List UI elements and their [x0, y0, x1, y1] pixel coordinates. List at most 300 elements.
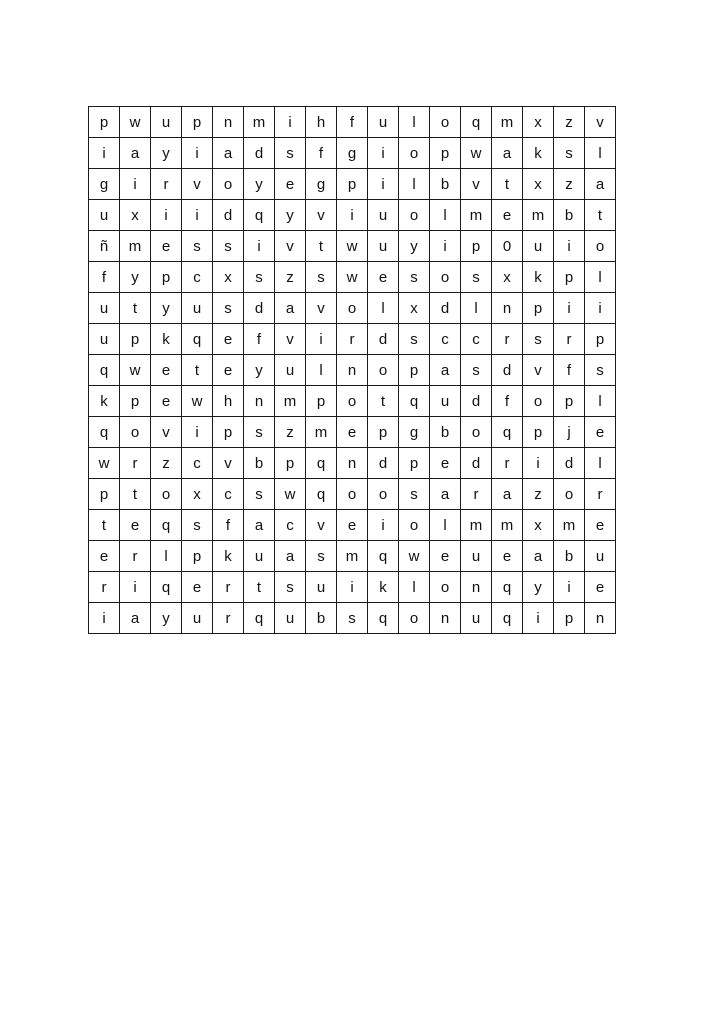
- grid-cell: w: [337, 262, 368, 293]
- grid-cell: r: [213, 603, 244, 634]
- grid-cell: e: [430, 448, 461, 479]
- grid-cell: p: [399, 355, 430, 386]
- grid-cell: x: [523, 169, 554, 200]
- grid-cell: i: [368, 138, 399, 169]
- grid-cell: u: [368, 107, 399, 138]
- grid-cell: l: [399, 107, 430, 138]
- grid-cell: w: [399, 541, 430, 572]
- grid-cell: e: [585, 572, 616, 603]
- grid-cell: w: [182, 386, 213, 417]
- grid-cell: r: [120, 448, 151, 479]
- grid-cell: q: [399, 386, 430, 417]
- grid-cell: i: [337, 572, 368, 603]
- grid-cell: w: [120, 355, 151, 386]
- grid-cell: r: [151, 169, 182, 200]
- grid-cell: g: [399, 417, 430, 448]
- grid-cell: r: [89, 572, 120, 603]
- grid-cell: o: [554, 479, 585, 510]
- grid-cell: y: [244, 169, 275, 200]
- grid-cell: u: [89, 324, 120, 355]
- grid-cell: s: [244, 262, 275, 293]
- grid-cell: o: [120, 417, 151, 448]
- grid-cell: s: [182, 231, 213, 262]
- grid-cell: n: [585, 603, 616, 634]
- grid-cell: e: [337, 417, 368, 448]
- grid-cell: l: [306, 355, 337, 386]
- grid-cell: p: [554, 262, 585, 293]
- grid-cell: u: [182, 293, 213, 324]
- grid-cell: n: [430, 603, 461, 634]
- grid-cell: d: [492, 355, 523, 386]
- grid-cell: w: [275, 479, 306, 510]
- grid-cell: o: [430, 107, 461, 138]
- grid-cell: o: [430, 572, 461, 603]
- grid-cell: u: [89, 200, 120, 231]
- grid-cell: m: [337, 541, 368, 572]
- grid-cell: c: [213, 479, 244, 510]
- grid-cell: t: [182, 355, 213, 386]
- grid-cell: n: [461, 572, 492, 603]
- grid-cell: y: [151, 293, 182, 324]
- grid-cell: w: [337, 231, 368, 262]
- grid-cell: s: [213, 231, 244, 262]
- grid-cell: o: [399, 200, 430, 231]
- grid-cell: e: [337, 510, 368, 541]
- grid-cell: q: [244, 200, 275, 231]
- grid-cell: r: [492, 448, 523, 479]
- grid-cell: i: [120, 169, 151, 200]
- grid-cell: e: [151, 386, 182, 417]
- grid-cell: e: [585, 510, 616, 541]
- grid-cell: s: [461, 262, 492, 293]
- grid-cell: e: [182, 572, 213, 603]
- grid-cell: p: [151, 262, 182, 293]
- grid-cell: x: [523, 510, 554, 541]
- grid-row: [89, 603, 616, 634]
- grid-cell: r: [461, 479, 492, 510]
- grid-cell: d: [244, 293, 275, 324]
- grid-cell: p: [430, 138, 461, 169]
- grid-cell: p: [337, 169, 368, 200]
- grid-cell: e: [89, 541, 120, 572]
- grid-cell: a: [585, 169, 616, 200]
- grid-cell: i: [554, 293, 585, 324]
- grid-cell: v: [523, 355, 554, 386]
- grid-row: [89, 138, 616, 169]
- grid-cell: p: [368, 417, 399, 448]
- grid-cell: u: [244, 541, 275, 572]
- grid-cell: e: [213, 324, 244, 355]
- grid-cell: d: [368, 448, 399, 479]
- grid-cell: m: [492, 510, 523, 541]
- grid-cell: h: [213, 386, 244, 417]
- grid-cell: a: [275, 293, 306, 324]
- grid-cell: q: [89, 355, 120, 386]
- grid-cell: s: [244, 417, 275, 448]
- grid-cell: m: [120, 231, 151, 262]
- grid-cell: l: [585, 448, 616, 479]
- grid-cell: f: [89, 262, 120, 293]
- grid-cell: l: [585, 386, 616, 417]
- grid-row: [89, 169, 616, 200]
- grid-cell: i: [554, 231, 585, 262]
- grid-row: [89, 200, 616, 231]
- grid-cell: o: [430, 262, 461, 293]
- grid-cell: q: [368, 603, 399, 634]
- grid-cell: d: [430, 293, 461, 324]
- grid-cell: z: [554, 169, 585, 200]
- grid-cell: v: [306, 510, 337, 541]
- word-search-grid-body: [89, 107, 616, 634]
- grid-cell: q: [151, 572, 182, 603]
- grid-cell: z: [523, 479, 554, 510]
- grid-cell: b: [430, 417, 461, 448]
- grid-cell: r: [337, 324, 368, 355]
- grid-cell: b: [554, 541, 585, 572]
- grid-cell: e: [151, 231, 182, 262]
- grid-cell: u: [182, 603, 213, 634]
- grid-cell: x: [213, 262, 244, 293]
- grid-cell: n: [337, 448, 368, 479]
- grid-cell: r: [213, 572, 244, 603]
- grid-cell: c: [182, 448, 213, 479]
- grid-cell: p: [554, 603, 585, 634]
- grid-cell: a: [492, 479, 523, 510]
- grid-cell: q: [461, 107, 492, 138]
- grid-cell: c: [275, 510, 306, 541]
- grid-cell: p: [182, 107, 213, 138]
- grid-cell: m: [306, 417, 337, 448]
- grid-cell: q: [306, 479, 337, 510]
- grid-cell: 0: [492, 231, 523, 262]
- grid-cell: c: [461, 324, 492, 355]
- grid-cell: a: [213, 138, 244, 169]
- grid-cell: s: [182, 510, 213, 541]
- grid-cell: r: [554, 324, 585, 355]
- grid-cell: a: [120, 138, 151, 169]
- grid-cell: s: [275, 572, 306, 603]
- grid-cell: f: [554, 355, 585, 386]
- grid-cell: a: [430, 479, 461, 510]
- grid-cell: v: [306, 200, 337, 231]
- grid-cell: p: [306, 386, 337, 417]
- grid-cell: x: [523, 107, 554, 138]
- grid-cell: u: [430, 386, 461, 417]
- grid-cell: o: [151, 479, 182, 510]
- grid-cell: y: [151, 603, 182, 634]
- grid-cell: i: [182, 138, 213, 169]
- grid-cell: u: [368, 231, 399, 262]
- grid-cell: d: [213, 200, 244, 231]
- grid-cell: z: [275, 417, 306, 448]
- grid-cell: v: [213, 448, 244, 479]
- grid-cell: e: [492, 541, 523, 572]
- grid-cell: t: [585, 200, 616, 231]
- grid-cell: o: [523, 386, 554, 417]
- grid-cell: m: [554, 510, 585, 541]
- grid-cell: ñ: [89, 231, 120, 262]
- grid-row: [89, 386, 616, 417]
- grid-cell: v: [182, 169, 213, 200]
- grid-cell: e: [120, 510, 151, 541]
- grid-cell: i: [368, 169, 399, 200]
- grid-cell: b: [430, 169, 461, 200]
- grid-cell: c: [182, 262, 213, 293]
- grid-cell: i: [89, 138, 120, 169]
- grid-cell: i: [182, 200, 213, 231]
- grid-cell: q: [89, 417, 120, 448]
- grid-cell: o: [399, 510, 430, 541]
- grid-cell: u: [523, 231, 554, 262]
- grid-cell: n: [213, 107, 244, 138]
- grid-cell: p: [89, 107, 120, 138]
- grid-cell: u: [461, 603, 492, 634]
- grid-cell: z: [275, 262, 306, 293]
- grid-cell: p: [523, 417, 554, 448]
- grid-cell: a: [523, 541, 554, 572]
- grid-cell: t: [492, 169, 523, 200]
- grid-cell: i: [523, 448, 554, 479]
- grid-cell: u: [151, 107, 182, 138]
- grid-cell: m: [461, 200, 492, 231]
- grid-cell: n: [337, 355, 368, 386]
- grid-cell: v: [275, 231, 306, 262]
- grid-cell: j: [554, 417, 585, 448]
- grid-cell: n: [244, 386, 275, 417]
- grid-cell: e: [213, 355, 244, 386]
- grid-cell: p: [120, 324, 151, 355]
- grid-cell: i: [523, 603, 554, 634]
- grid-cell: q: [244, 603, 275, 634]
- grid-cell: a: [244, 510, 275, 541]
- grid-cell: e: [151, 355, 182, 386]
- grid-cell: p: [461, 231, 492, 262]
- grid-cell: i: [120, 572, 151, 603]
- grid-cell: w: [89, 448, 120, 479]
- grid-cell: g: [306, 169, 337, 200]
- grid-cell: u: [275, 355, 306, 386]
- grid-row: [89, 324, 616, 355]
- grid-cell: y: [523, 572, 554, 603]
- grid-cell: r: [585, 479, 616, 510]
- grid-cell: t: [120, 479, 151, 510]
- grid-cell: v: [306, 293, 337, 324]
- grid-cell: d: [554, 448, 585, 479]
- grid-row: [89, 293, 616, 324]
- grid-cell: n: [492, 293, 523, 324]
- grid-row: [89, 231, 616, 262]
- grid-cell: q: [492, 603, 523, 634]
- grid-cell: o: [461, 417, 492, 448]
- grid-cell: p: [89, 479, 120, 510]
- grid-cell: y: [275, 200, 306, 231]
- grid-cell: i: [585, 293, 616, 324]
- grid-cell: q: [492, 417, 523, 448]
- grid-cell: q: [306, 448, 337, 479]
- grid-cell: v: [585, 107, 616, 138]
- grid-cell: s: [337, 603, 368, 634]
- grid-cell: r: [492, 324, 523, 355]
- grid-cell: s: [306, 541, 337, 572]
- grid-row: [89, 541, 616, 572]
- grid-cell: v: [461, 169, 492, 200]
- grid-cell: i: [151, 200, 182, 231]
- grid-row: [89, 572, 616, 603]
- grid-cell: s: [306, 262, 337, 293]
- grid-cell: c: [430, 324, 461, 355]
- grid-cell: e: [430, 541, 461, 572]
- grid-cell: q: [182, 324, 213, 355]
- grid-cell: b: [306, 603, 337, 634]
- word-search-grid: [88, 106, 616, 634]
- grid-cell: k: [213, 541, 244, 572]
- grid-cell: e: [492, 200, 523, 231]
- grid-cell: m: [244, 107, 275, 138]
- grid-cell: m: [461, 510, 492, 541]
- grid-cell: l: [585, 262, 616, 293]
- grid-cell: e: [585, 417, 616, 448]
- grid-cell: p: [399, 448, 430, 479]
- grid-cell: b: [244, 448, 275, 479]
- grid-row: [89, 417, 616, 448]
- grid-cell: u: [275, 603, 306, 634]
- grid-cell: t: [89, 510, 120, 541]
- grid-cell: x: [399, 293, 430, 324]
- grid-cell: s: [523, 324, 554, 355]
- grid-cell: k: [523, 262, 554, 293]
- grid-cell: t: [306, 231, 337, 262]
- grid-cell: z: [151, 448, 182, 479]
- grid-cell: y: [399, 231, 430, 262]
- grid-cell: o: [399, 138, 430, 169]
- grid-cell: s: [585, 355, 616, 386]
- grid-cell: p: [182, 541, 213, 572]
- grid-cell: l: [585, 138, 616, 169]
- grid-cell: p: [213, 417, 244, 448]
- grid-cell: i: [182, 417, 213, 448]
- grid-cell: i: [275, 107, 306, 138]
- grid-cell: s: [554, 138, 585, 169]
- grid-cell: p: [523, 293, 554, 324]
- grid-cell: a: [430, 355, 461, 386]
- grid-cell: s: [399, 262, 430, 293]
- grid-cell: d: [461, 386, 492, 417]
- grid-cell: l: [368, 293, 399, 324]
- grid-cell: e: [368, 262, 399, 293]
- grid-cell: o: [337, 386, 368, 417]
- grid-cell: k: [151, 324, 182, 355]
- grid-cell: y: [120, 262, 151, 293]
- grid-cell: l: [430, 510, 461, 541]
- grid-cell: x: [182, 479, 213, 510]
- grid-cell: l: [151, 541, 182, 572]
- grid-cell: i: [89, 603, 120, 634]
- grid-cell: k: [523, 138, 554, 169]
- grid-cell: l: [399, 169, 430, 200]
- grid-cell: o: [337, 293, 368, 324]
- grid-cell: a: [275, 541, 306, 572]
- grid-cell: s: [399, 479, 430, 510]
- grid-cell: o: [213, 169, 244, 200]
- grid-row: [89, 510, 616, 541]
- grid-row: [89, 262, 616, 293]
- grid-cell: i: [337, 200, 368, 231]
- grid-cell: r: [120, 541, 151, 572]
- grid-cell: q: [368, 541, 399, 572]
- grid-cell: q: [151, 510, 182, 541]
- grid-cell: l: [461, 293, 492, 324]
- grid-cell: o: [337, 479, 368, 510]
- grid-cell: i: [368, 510, 399, 541]
- grid-cell: d: [368, 324, 399, 355]
- grid-cell: g: [89, 169, 120, 200]
- grid-cell: u: [306, 572, 337, 603]
- grid-cell: m: [523, 200, 554, 231]
- grid-row: [89, 355, 616, 386]
- grid-cell: u: [368, 200, 399, 231]
- grid-cell: o: [368, 355, 399, 386]
- grid-cell: m: [492, 107, 523, 138]
- grid-cell: x: [492, 262, 523, 293]
- grid-cell: f: [337, 107, 368, 138]
- grid-cell: g: [337, 138, 368, 169]
- grid-cell: t: [120, 293, 151, 324]
- grid-cell: l: [399, 572, 430, 603]
- grid-cell: y: [244, 355, 275, 386]
- grid-row: [89, 479, 616, 510]
- grid-cell: z: [554, 107, 585, 138]
- grid-cell: u: [461, 541, 492, 572]
- grid-cell: o: [399, 603, 430, 634]
- grid-cell: q: [492, 572, 523, 603]
- grid-cell: a: [492, 138, 523, 169]
- grid-cell: e: [275, 169, 306, 200]
- grid-cell: s: [244, 479, 275, 510]
- grid-cell: t: [368, 386, 399, 417]
- grid-cell: d: [244, 138, 275, 169]
- grid-cell: v: [151, 417, 182, 448]
- grid-cell: l: [430, 200, 461, 231]
- grid-cell: i: [430, 231, 461, 262]
- grid-cell: t: [244, 572, 275, 603]
- grid-cell: o: [585, 231, 616, 262]
- grid-cell: i: [306, 324, 337, 355]
- grid-cell: p: [554, 386, 585, 417]
- grid-cell: x: [120, 200, 151, 231]
- grid-cell: s: [275, 138, 306, 169]
- grid-cell: k: [89, 386, 120, 417]
- grid-cell: f: [244, 324, 275, 355]
- grid-cell: u: [89, 293, 120, 324]
- grid-cell: p: [585, 324, 616, 355]
- grid-cell: d: [461, 448, 492, 479]
- grid-cell: f: [213, 510, 244, 541]
- grid-row: [89, 107, 616, 138]
- grid-cell: f: [492, 386, 523, 417]
- grid-cell: s: [213, 293, 244, 324]
- grid-cell: p: [275, 448, 306, 479]
- grid-cell: s: [461, 355, 492, 386]
- grid-cell: o: [368, 479, 399, 510]
- grid-cell: w: [461, 138, 492, 169]
- grid-cell: m: [275, 386, 306, 417]
- grid-cell: k: [368, 572, 399, 603]
- grid-cell: i: [554, 572, 585, 603]
- grid-cell: h: [306, 107, 337, 138]
- grid-cell: u: [585, 541, 616, 572]
- grid-cell: b: [554, 200, 585, 231]
- grid-cell: y: [151, 138, 182, 169]
